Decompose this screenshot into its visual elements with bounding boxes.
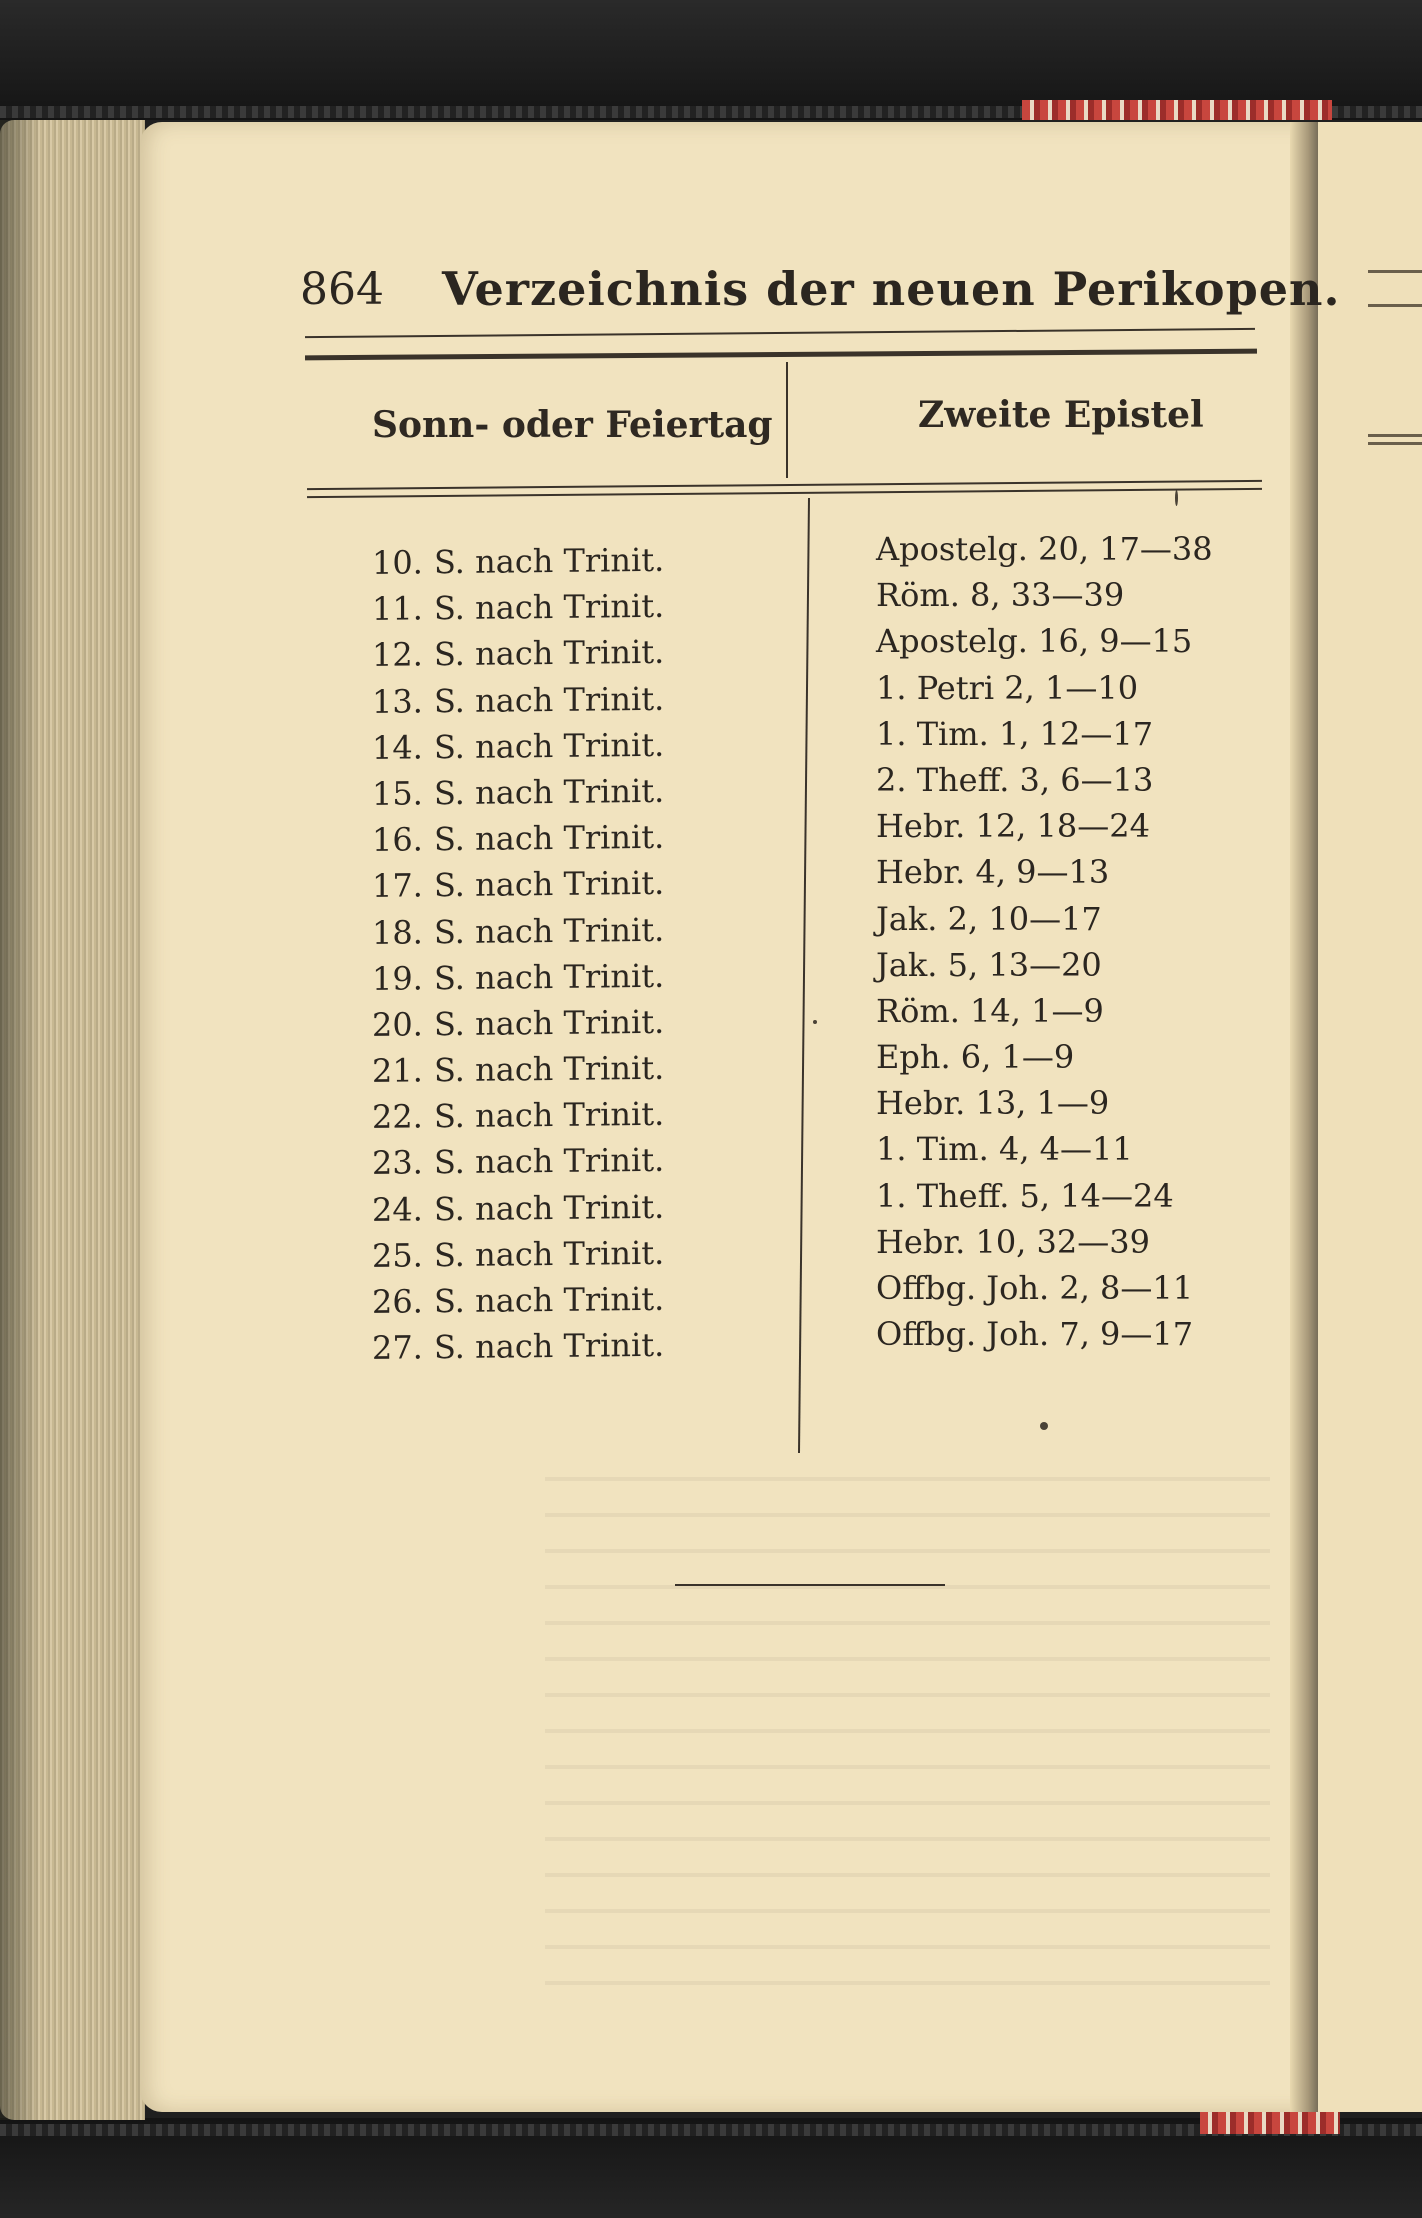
table-row-reading: Röm. 14, 1—9 (876, 991, 1104, 1030)
table-row-reading: 1. Petri 2, 1—10 (876, 668, 1139, 707)
table-row-day (372, 1183, 732, 1233)
ink-speck (1040, 1422, 1048, 1430)
table-row-day (372, 1137, 732, 1187)
day-label: S. nach Trinit. (434, 956, 665, 997)
row-number: 18. (372, 912, 423, 952)
show-through-text (545, 1445, 1270, 1985)
table-row-day (372, 582, 732, 632)
row-number: 21. (372, 1051, 423, 1090)
page-stack-shadow (0, 120, 40, 2120)
table-row-reading: Hebr. 4, 9—13 (876, 853, 1110, 892)
row-number: 12. (372, 635, 423, 675)
row-number: 13. (372, 681, 423, 721)
table-row-day (372, 998, 732, 1048)
day-label: S. nach Trinit. (434, 1187, 665, 1228)
table-row-reading: 1. Tim. 4, 4—11 (876, 1130, 1133, 1169)
facing-page-rule (1368, 434, 1422, 437)
table-row-reading: Jak. 5, 13—20 (876, 945, 1102, 984)
table-row-day (372, 1090, 732, 1140)
row-number: 15. (372, 774, 423, 813)
table-row-day (372, 767, 732, 817)
headband-top (1022, 100, 1332, 120)
row-number: 25. (372, 1236, 423, 1275)
row-number: 27. (372, 1328, 423, 1368)
row-number: 26. (372, 1282, 423, 1321)
day-label: S. nach Trinit. (434, 1233, 665, 1275)
table-row-day (372, 1044, 732, 1094)
table-row-day (372, 675, 732, 725)
day-label: S. nach Trinit. (434, 1279, 665, 1321)
row-number: 10. (372, 543, 423, 582)
table-row-day (372, 859, 732, 909)
table-row-day (372, 1229, 732, 1279)
table-row-reading: Hebr. 12, 18—24 (876, 807, 1150, 846)
table-row-day (372, 952, 732, 1002)
day-label: S. nach Trinit. (434, 679, 665, 720)
table-row-reading: Offbg. Joh. 2, 8—11 (876, 1269, 1194, 1307)
day-label: S. nach Trinit. (434, 1048, 665, 1090)
day-label: S. nach Trinit. (434, 587, 665, 628)
table-row-reading: Offbg. Joh. 7, 9—17 (876, 1315, 1194, 1354)
page-number: 864 (300, 264, 384, 315)
day-column (372, 538, 732, 1369)
facing-page-rule (1368, 270, 1422, 273)
facing-page-rule (1368, 442, 1422, 445)
page-header (300, 258, 1341, 328)
table-row-reading: 1. Theff. 5, 14—24 (876, 1176, 1174, 1215)
table-row-day (372, 628, 732, 678)
table-row-day (372, 1275, 732, 1325)
table-row-reading: Eph. 6, 1—9 (876, 1038, 1075, 1077)
table-row-day (372, 536, 732, 586)
day-label: S. nach Trinit. (434, 540, 665, 582)
day-label: S. nach Trinit. (434, 1326, 665, 1367)
row-number: 19. (372, 959, 423, 998)
table-row-day (372, 813, 732, 863)
row-number: 11. (372, 589, 423, 629)
row-number: 22. (372, 1097, 423, 1137)
day-label: S. nach Trinit. (434, 725, 665, 766)
facing-page-rule (1368, 304, 1422, 307)
table-row-reading: Hebr. 10, 32—39 (876, 1222, 1150, 1261)
day-label: S. nach Trinit. (434, 817, 665, 859)
row-number: 14. (372, 728, 423, 767)
table-row-day (372, 721, 732, 771)
table-row-day (372, 1321, 732, 1371)
table-row-reading: Hebr. 13, 1—9 (876, 1084, 1110, 1123)
book-gutter (1290, 122, 1320, 2112)
table-row-reading: Röm. 8, 33—39 (876, 576, 1125, 615)
table-row-reading: 1. Tim. 1, 12—17 (876, 714, 1154, 753)
row-number: 16. (372, 820, 423, 860)
day-label: S. nach Trinit. (434, 864, 665, 905)
column-divider-header (786, 362, 788, 478)
ink-speck (813, 1020, 817, 1024)
day-label: S. nach Trinit. (434, 1002, 665, 1044)
epistle-column (876, 526, 1256, 1357)
column-header-epistle: Zweite Epistel (918, 394, 1204, 436)
table-row-reading: Jak. 2, 10—17 (876, 899, 1102, 938)
table-row-reading: Apostelg. 20, 17—38 (876, 530, 1213, 568)
day-label: S. nach Trinit. (434, 1095, 665, 1136)
headband-bottom (1200, 2112, 1340, 2134)
row-number: 24. (372, 1189, 423, 1229)
row-number: 20. (372, 1005, 423, 1044)
ink-speck (1175, 490, 1178, 506)
row-number: 17. (372, 866, 423, 906)
page-title: Verzeichnis der neuen Perikopen. (442, 262, 1341, 316)
facing-page-edge (1318, 122, 1422, 2112)
table-row-reading: Apostelg. 16, 9—15 (876, 622, 1193, 661)
day-label: S. nach Trinit. (434, 633, 665, 674)
table-row-day (372, 906, 732, 956)
table-row-reading: 2. Theff. 3, 6—13 (876, 760, 1154, 799)
day-label: S. nach Trinit. (434, 1141, 665, 1182)
day-label: S. nach Trinit. (434, 910, 665, 951)
day-label: S. nach Trinit. (434, 771, 665, 813)
row-number: 23. (372, 1143, 423, 1183)
column-header-day: Sonn- oder Feiertag (372, 404, 773, 446)
